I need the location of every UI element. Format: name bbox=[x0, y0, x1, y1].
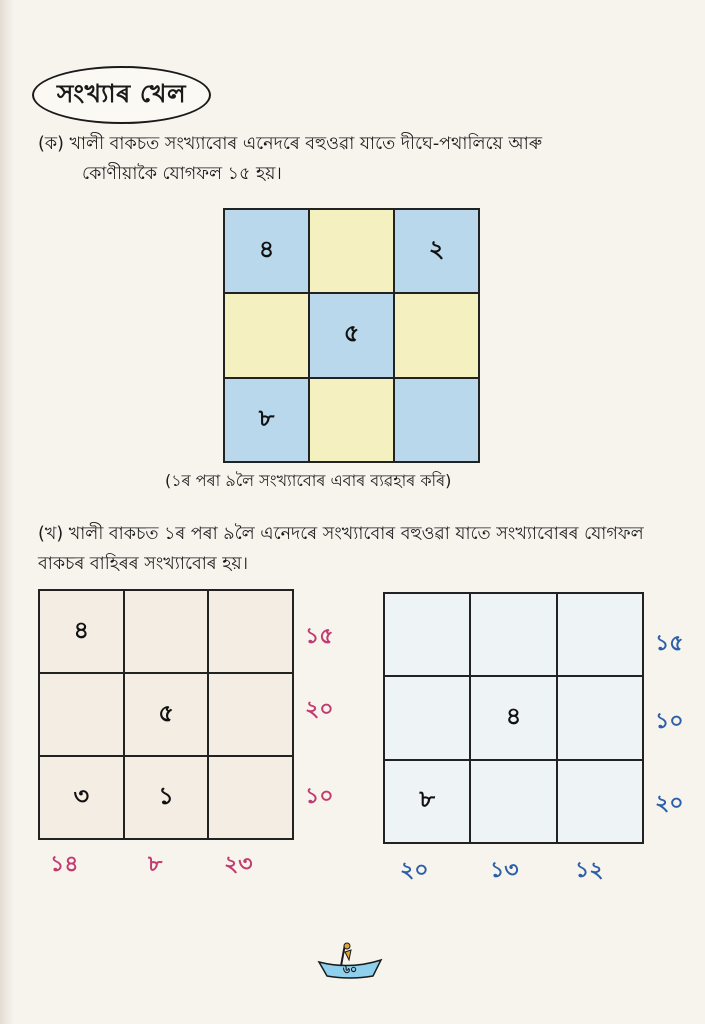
sum-grid-cell[interactable] bbox=[385, 594, 469, 675]
sum-grid-cell[interactable] bbox=[125, 591, 208, 672]
sum-grid-cell[interactable]: ৫ bbox=[125, 674, 208, 755]
magic-square-grid bbox=[223, 208, 480, 463]
magic-square-cell[interactable]: ৪ bbox=[225, 210, 308, 292]
magic-square-cell[interactable] bbox=[395, 294, 478, 376]
magic-square-cell[interactable] bbox=[225, 294, 308, 376]
right-row-sum: ১০ bbox=[655, 709, 684, 734]
sum-grid-cell[interactable] bbox=[558, 677, 642, 758]
sum-grid-left bbox=[38, 589, 294, 840]
sum-grid-cell[interactable] bbox=[209, 757, 292, 838]
sum-grid-cell[interactable] bbox=[385, 677, 469, 758]
boat-icon bbox=[315, 940, 385, 982]
left-col-sum: ৮ bbox=[148, 852, 163, 877]
sum-grid-cell[interactable] bbox=[471, 594, 555, 675]
page-title: সংখ্যাৰ খেল bbox=[32, 66, 211, 124]
sum-grid-cell[interactable] bbox=[471, 761, 555, 842]
right-col-sum: ১৩ bbox=[490, 858, 519, 883]
part-b-instruction-line1: (খ) খালী বাকচত ১ৰ পৰা ৯লৈ এনেদৰে সংখ্যাবোৰ বহুওৱা যাতে সংখ্যাবোৰৰ যোগফল bbox=[38, 524, 644, 544]
magic-square-cell[interactable] bbox=[310, 379, 393, 461]
sum-grid-cell[interactable]: ৪ bbox=[40, 591, 123, 672]
sum-grid-cell[interactable]: ৪ bbox=[471, 677, 555, 758]
left-row-sum: ২০ bbox=[305, 697, 334, 722]
left-col-sum: ১৪ bbox=[50, 852, 79, 877]
right-row-sum: ১৫ bbox=[655, 631, 684, 656]
part-a-note: (১ৰ পৰা ৯লৈ সংখ্যাবোৰ এবাৰ ব্যৱহাৰ কৰি) bbox=[165, 471, 452, 490]
part-a-instruction-line2: কোণীয়াকৈ যোগফল ১৫ হয়। bbox=[82, 164, 282, 184]
right-row-sum: ২০ bbox=[655, 791, 684, 816]
sum-grid-cell[interactable] bbox=[558, 761, 642, 842]
left-row-sum: ১০ bbox=[305, 784, 334, 809]
sum-grid-right bbox=[383, 592, 644, 844]
left-row-sum: ১৫ bbox=[305, 624, 334, 649]
sum-grid-cell[interactable] bbox=[209, 591, 292, 672]
page-number: ৬০ bbox=[342, 963, 358, 976]
magic-square-cell[interactable]: ২ bbox=[395, 210, 478, 292]
magic-square-cell[interactable] bbox=[395, 379, 478, 461]
sum-grid-cell[interactable]: ৮ bbox=[385, 761, 469, 842]
page-binding-edge bbox=[0, 0, 14, 1024]
magic-square-cell[interactable] bbox=[310, 210, 393, 292]
left-col-sum: ২৩ bbox=[224, 852, 253, 877]
sum-grid-cell[interactable] bbox=[40, 674, 123, 755]
right-col-sum: ২০ bbox=[400, 858, 429, 883]
page-number-boat bbox=[315, 940, 385, 982]
right-col-sum: ১২ bbox=[575, 858, 604, 883]
sum-grid-cell[interactable]: ১ bbox=[125, 757, 208, 838]
part-b-instruction-line2: বাকচৰ বাহিৰৰ সংখ্যাবোৰ হয়। bbox=[38, 554, 248, 574]
magic-square-cell[interactable]: ৮ bbox=[225, 379, 308, 461]
sum-grid-cell[interactable] bbox=[558, 594, 642, 675]
magic-square-cell[interactable]: ৫ bbox=[310, 294, 393, 376]
sum-grid-cell[interactable]: ৩ bbox=[40, 757, 123, 838]
sum-grid-cell[interactable] bbox=[209, 674, 292, 755]
part-a-instruction-line1: (ক) খালী বাকচত সংখ্যাবোৰ এনেদৰে বহুওৱা যাতে দীঘে-পথালিয়ে আৰু bbox=[38, 134, 542, 154]
